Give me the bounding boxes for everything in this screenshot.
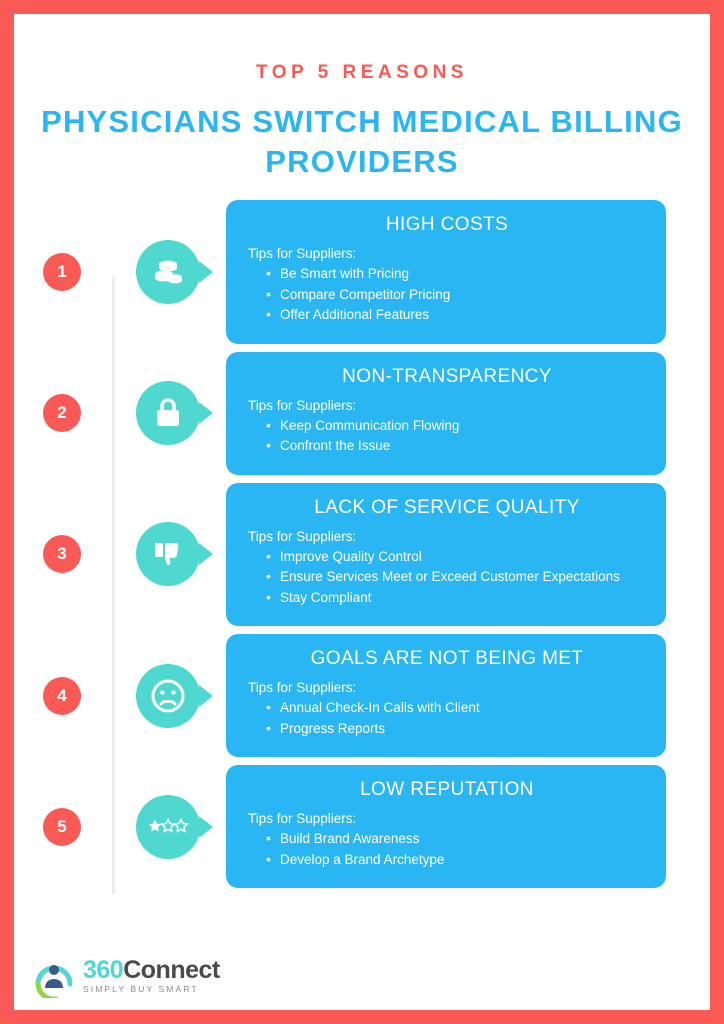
- kicker-text: TOP 5 REASONS: [256, 62, 468, 83]
- tip-item: • Compare Competitor Pricing: [266, 285, 646, 306]
- list-item: [14, 200, 710, 344]
- infographic-canvas: [14, 14, 710, 1010]
- tips-list: [248, 416, 646, 457]
- step-number-wrap: [14, 535, 110, 573]
- tip-item: • Build Brand Awareness: [266, 829, 646, 850]
- logo-name-part2: Connect: [123, 956, 220, 985]
- tip-item: • Progress Reports: [266, 719, 646, 740]
- tip-item: • Develop a Brand Archetype: [266, 850, 646, 871]
- star-rating-icon: [136, 795, 200, 859]
- tips-label: Tips for Suppliers:: [248, 528, 357, 544]
- footer-logo: [32, 954, 220, 998]
- tips-label: Tips for Suppliers:: [248, 811, 357, 827]
- tip-item: • Ensure Services Meet or Exceed Customer Expectations: [266, 567, 646, 588]
- tip-item: • Be Smart with Pricing: [266, 264, 646, 285]
- tips-list: [248, 547, 646, 609]
- icon-wrap: [110, 381, 226, 445]
- tip-item: • Keep Communication Flowing: [266, 416, 646, 437]
- logo-tagline: SIMPLY BUY SMART: [83, 984, 199, 995]
- tips-list: [248, 698, 646, 739]
- icon-wrap: [110, 240, 226, 304]
- reason-card: [226, 352, 666, 475]
- 360connect-logo-icon: [32, 954, 76, 998]
- reason-heading: LACK OF SERVICE QUALITY: [314, 496, 580, 518]
- thumbs-down-icon: [136, 522, 200, 586]
- step-number-badge: 2: [43, 394, 81, 432]
- step-number-wrap: [14, 253, 110, 291]
- step-number-badge: 4: [43, 677, 81, 715]
- lock-icon: [136, 381, 200, 445]
- reason-heading: HIGH COSTS: [385, 214, 509, 235]
- list-item: [14, 352, 710, 475]
- tips-label: Tips for Suppliers:: [248, 246, 357, 261]
- icon-wrap: [110, 795, 226, 859]
- tip-item: • Offer Additional Features: [266, 305, 646, 326]
- tips-label: Tips for Suppliers:: [248, 397, 357, 413]
- page-title: PHYSICIANS SWITCH MEDICAL BILLING PROVIDERS: [41, 104, 683, 179]
- tip-item: • Stay Compliant: [266, 588, 646, 609]
- list-item: [14, 483, 710, 627]
- reason-card: [226, 200, 666, 344]
- tip-item: • Improve Quality Control: [266, 547, 646, 568]
- icon-wrap: [110, 664, 226, 728]
- reason-card: [226, 634, 666, 757]
- tips-list: [248, 264, 646, 326]
- reason-heading: NON-TRANSPARENCY: [342, 365, 552, 387]
- sad-face-icon: [136, 664, 200, 728]
- reason-card: [226, 765, 666, 888]
- tip-item: • Confront the Issue: [266, 436, 646, 457]
- step-number-badge: 1: [43, 253, 81, 291]
- step-number-wrap: [14, 808, 110, 846]
- step-number-wrap: [14, 394, 110, 432]
- icon-wrap: [110, 522, 226, 586]
- logo-name-part1: 360: [83, 956, 124, 985]
- step-number-wrap: [14, 677, 110, 715]
- reason-heading: GOALS ARE NOT BEING MET: [310, 648, 584, 670]
- tips-label: Tips for Suppliers:: [248, 680, 357, 696]
- step-number-badge: 3: [43, 535, 81, 573]
- tip-item: • Annual Check-In Calls with Client: [266, 698, 646, 719]
- list-item: [14, 765, 710, 888]
- reasons-list: [14, 200, 710, 896]
- logo-wordmark: [83, 958, 220, 994]
- step-number-badge: 5: [43, 808, 81, 846]
- list-item: [14, 634, 710, 757]
- tips-list: [248, 829, 646, 870]
- reason-card: [226, 483, 666, 627]
- coins-icon: [136, 240, 200, 304]
- header: [14, 14, 710, 181]
- reason-heading: LOW REPUTATION: [360, 779, 534, 801]
